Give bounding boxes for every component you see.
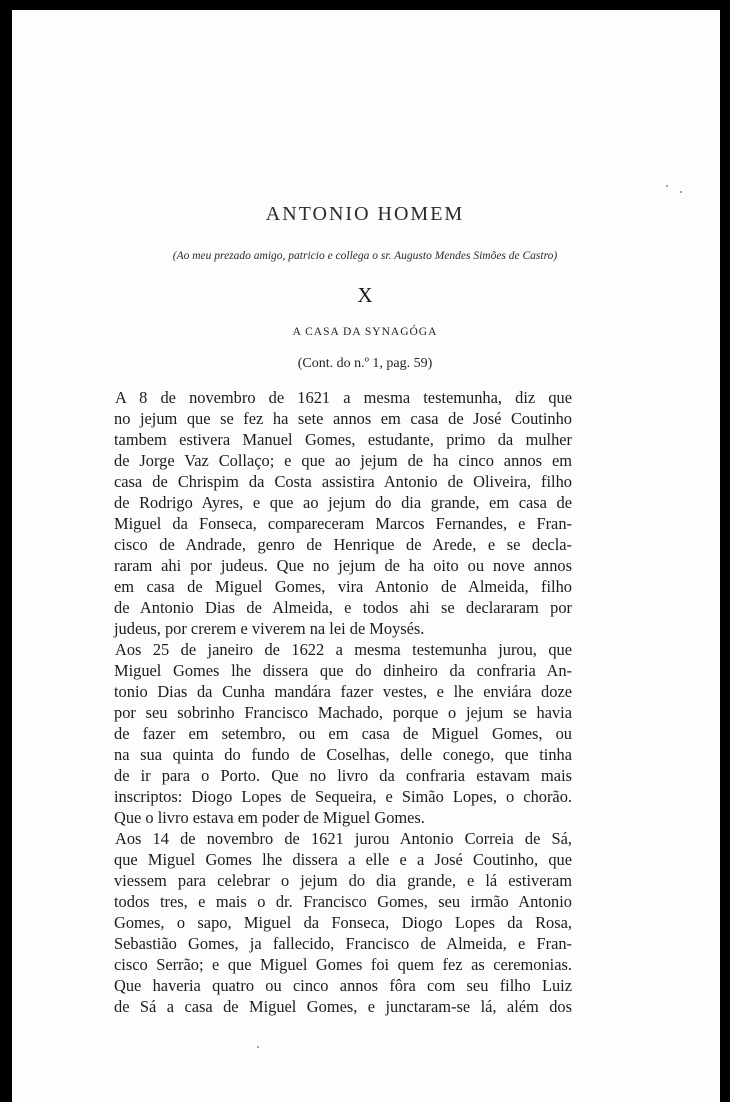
chapter-number: X	[357, 283, 373, 307]
text-line: inscriptos: Diogo Lopes de Sequeira, e Simão Lopes, o chorão.	[114, 787, 572, 806]
text-line: raram ahi por judeus. Que no jejum de ha oito ou nove annos	[114, 556, 572, 575]
text-line: todos tres, e mais o dr. Francisco Gomes, seu irmão Antonio	[114, 892, 572, 911]
text-line: Sebastião Gomes, ja fallecido, Francisco de Almeida, e Fran-	[114, 934, 572, 953]
text-line: Aos 14 de novembro de 1621 jurou Antonio Correia de Sá,	[115, 829, 572, 848]
text-line: Que haveria quatro ou cinco annos fôra com seu filho Luiz	[114, 976, 572, 995]
scan-border-top	[0, 0, 730, 10]
scan-border-right-lower	[724, 930, 730, 1102]
section-heading: A CASA DA SYNAGÓGA	[292, 326, 438, 338]
body-text	[114, 387, 572, 1017]
text-line: de Rodrigo Ayres, e que ao jejum do dia grande, em casa de	[114, 493, 572, 512]
scan-border-left	[0, 0, 12, 1102]
scan-speck	[666, 185, 668, 187]
scan-speck	[257, 1046, 259, 1048]
text-line: na sua quinta do fundo de Coselhas, delle conego, que tinha	[114, 745, 572, 764]
text-line: tonio Dias da Cunha mandára fazer vestes, e lhe enviára doze	[114, 682, 572, 701]
text-line: viessem para celebrar o jejum do dia grande, e lá estiveram	[114, 871, 572, 890]
text-line: cisco de Andrade, genro de Henrique de Arede, e se decla-	[114, 535, 572, 554]
text-line: de ir para o Porto. Que no livro da confraria estavam mais	[114, 766, 572, 785]
article-title: ANTONIO HOMEM	[265, 203, 465, 225]
text-line: no jejum que se fez ha sete annos em casa de José Coutinho	[114, 409, 572, 428]
dedication: (Ao meu prezado amigo, patricio e collega o sr. Augusto Mendes Simões de Castro)	[172, 250, 558, 262]
scan-speck	[680, 191, 682, 193]
text-line: em casa de Miguel Gomes, vira Antonio de Almeida, filho	[114, 577, 572, 596]
text-line: cisco Serrão; e que Miguel Gomes foi quem fez as ceremonias.	[114, 955, 572, 974]
text-line: tambem estivera Manuel Gomes, estudante, primo da mulher	[114, 430, 572, 449]
text-line: de fazer em setembro, ou em casa de Miguel Gomes, ou	[114, 724, 572, 743]
text-line: judeus, por crerem e viverem na lei de Moysés.	[114, 619, 425, 638]
text-line: Gomes, o sapo, Miguel da Fonseca, Diogo Lopes da Rosa,	[114, 913, 572, 932]
continuation-note: (Cont. do n.º 1, pag. 59)	[297, 356, 433, 371]
text-line: que Miguel Gomes lhe dissera a elle e a José Coutinho, que	[114, 850, 572, 869]
text-line: de Antonio Dias de Almeida, e todos ahi se declararam por	[114, 598, 572, 617]
text-line: por seu sobrinho Francisco Machado, porque o jejum se havia	[114, 703, 572, 722]
text-line: Miguel da Fonseca, compareceram Marcos Fernandes, e Fran-	[114, 514, 572, 533]
text-line: de Jorge Vaz Collaço; e que ao jejum de ha cinco annos em	[114, 451, 572, 470]
text-line: Miguel Gomes lhe dissera que do dinheiro da confraria An-	[114, 661, 572, 680]
text-line: casa de Chrispim da Costa assistira Antonio de Oliveira, filho	[114, 472, 572, 491]
text-line: de Sá a casa de Miguel Gomes, e junctaram-se lá, além dos	[114, 997, 572, 1016]
text-line: Aos 25 de janeiro de 1622 a mesma testemunha jurou, que	[115, 640, 572, 659]
text-line: Que o livro estava em poder de Miguel Gomes.	[114, 808, 425, 827]
text-line: A 8 de novembro de 1621 a mesma testemunha, diz que	[115, 388, 572, 407]
